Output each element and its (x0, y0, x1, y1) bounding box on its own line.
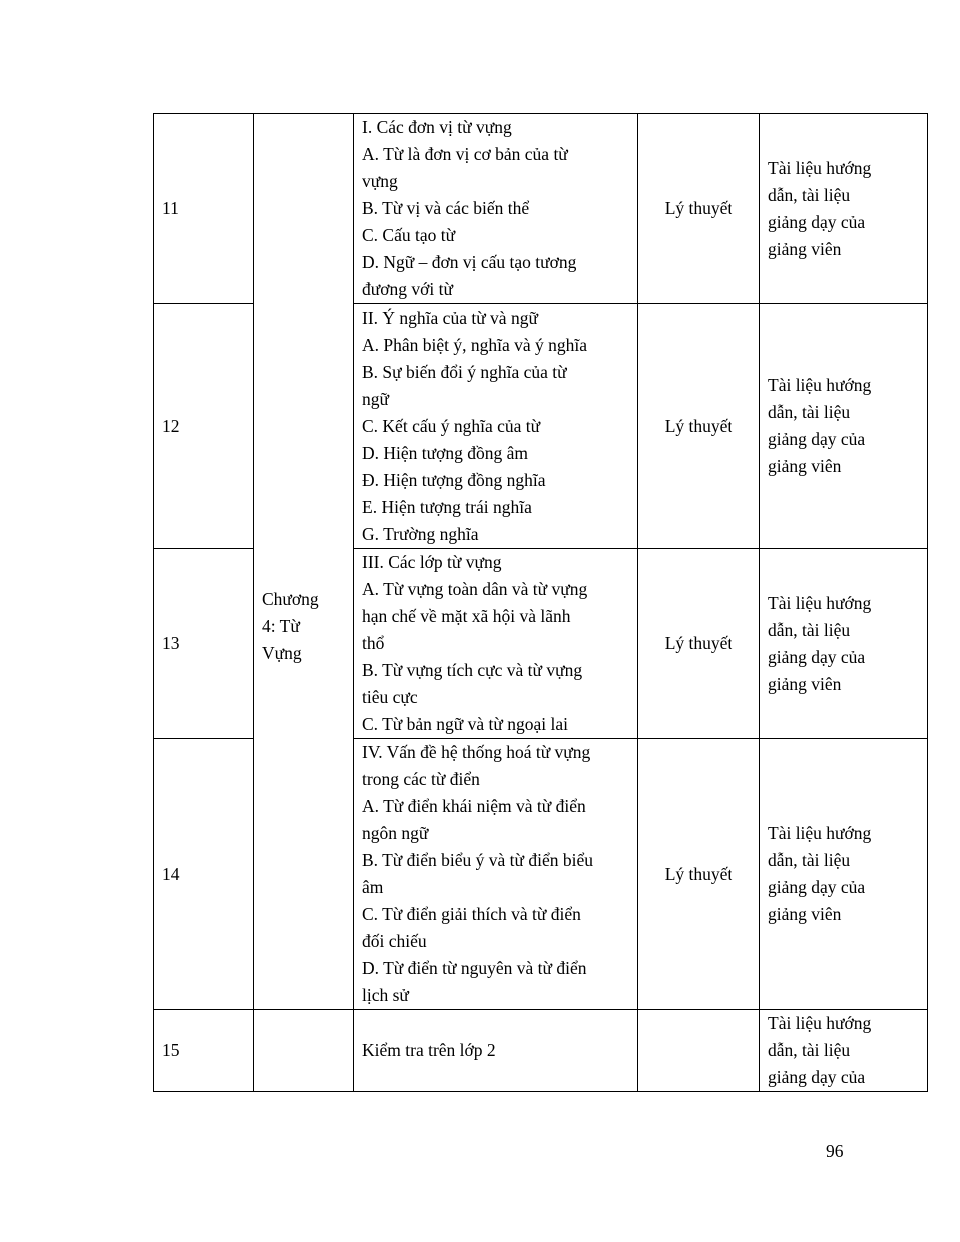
content-line: D. Hiện tượng đồng âm (362, 442, 529, 463)
type-cell (638, 1010, 760, 1092)
week-cell: 14 (154, 739, 254, 1010)
week-cell: 11 (154, 114, 254, 304)
content-line: C. Kết cấu ý nghĩa của từ (362, 415, 541, 436)
content-cell (354, 739, 638, 1010)
reference-line: giảng viên (768, 904, 842, 924)
content-cell (354, 304, 638, 549)
reference-line: Tài liệu hướng (768, 375, 872, 395)
syllabus-table (153, 113, 928, 1092)
chapter-line: Vựng (262, 643, 302, 663)
reference-line: giảng viên (768, 456, 842, 476)
content-line: IV. Vấn đề hệ thống hoá từ vựng (362, 742, 591, 762)
reference-line: giảng dạy của (768, 1067, 866, 1087)
type-cell: Lý thuyết (638, 739, 760, 1010)
reference-line: dẫn, tài liệu (768, 850, 851, 870)
chapter-cell-empty (254, 1010, 354, 1092)
content-line: I. Các đơn vị từ vựng (362, 117, 512, 137)
content-line: hạn chế về mặt xã hội và lãnh (362, 606, 571, 626)
content-line: C. Từ điển giải thích và từ điển (362, 904, 581, 924)
content-line: Kiểm tra trên lớp 2 (362, 1040, 496, 1060)
content-line: ngữ (362, 388, 389, 409)
chapter-cell (254, 114, 354, 1010)
content-line: A. Từ vựng toàn dân và từ vựng (362, 579, 588, 599)
content-line: II. Ý nghĩa của từ và ngữ (362, 307, 538, 328)
content-line: G. Trường nghĩa (362, 523, 479, 544)
reference-line: dẫn, tài liệu (768, 619, 851, 640)
content-line: ngôn ngữ (362, 823, 429, 843)
content-line: E. Hiện tượng trái nghĩa (362, 496, 532, 517)
reference-line: giảng dạy của (768, 646, 866, 667)
content-line: B. Từ điển biểu ý và từ điển biểu (362, 850, 594, 870)
content-line: đối chiếu (362, 931, 427, 951)
content-line: D. Từ điển từ nguyên và từ điển (362, 958, 587, 978)
chapter-line: 4: Từ (262, 616, 300, 636)
reference-line: giảng dạy của (768, 877, 866, 897)
type-cell: Lý thuyết (638, 114, 760, 304)
content-line: lịch sử (362, 985, 409, 1005)
week-cell: 12 (154, 304, 254, 549)
content-line: Đ. Hiện tượng đồng nghĩa (362, 469, 546, 490)
reference-cell (760, 1010, 928, 1092)
reference-line: giảng viên (768, 238, 842, 259)
reference-line: Tài liệu hướng (768, 592, 872, 613)
table-row (154, 1010, 928, 1092)
reference-cell (760, 739, 928, 1010)
reference-line: Tài liệu hướng (768, 1013, 872, 1033)
content-line: thổ (362, 633, 385, 653)
reference-line: dẫn, tài liệu (768, 1040, 851, 1060)
syllabus-table-body (154, 114, 928, 1092)
reference-line: Tài liệu hướng (768, 157, 872, 178)
content-line: A. Phân biệt ý, nghĩa và ý nghĩa (362, 334, 588, 355)
content-line: A. Từ điển khái niệm và từ điển (362, 796, 586, 816)
content-line: C. Cấu tạo từ (362, 225, 456, 245)
page-number: 96 (826, 1141, 844, 1161)
reference-line: giảng dạy của (768, 429, 866, 449)
reference-line: Tài liệu hướng (768, 823, 872, 843)
reference-cell (760, 549, 928, 739)
content-line: trong các từ điển (362, 769, 480, 789)
content-line: B. Từ vựng tích cực và từ vựng (362, 660, 583, 680)
content-cell (354, 114, 638, 304)
reference-cell (760, 114, 928, 304)
reference-line: dẫn, tài liệu (768, 402, 851, 422)
content-line: âm (362, 877, 384, 897)
content-cell (354, 549, 638, 739)
week-cell: 15 (154, 1010, 254, 1092)
reference-line: dẫn, tài liệu (768, 184, 851, 205)
content-cell (354, 1010, 638, 1092)
week-cell: 13 (154, 549, 254, 739)
reference-cell (760, 304, 928, 549)
content-line: B. Từ vị và các biến thể (362, 198, 530, 218)
type-cell: Lý thuyết (638, 549, 760, 739)
table-row (154, 114, 928, 304)
content-line: C. Từ bản ngữ và từ ngoại lai (362, 714, 569, 734)
content-line: A. Từ là đơn vị cơ bản của từ (362, 144, 568, 164)
content-line: B. Sự biến đổi ý nghĩa của từ (362, 361, 567, 382)
content-line: vựng (362, 171, 398, 191)
type-cell: Lý thuyết (638, 304, 760, 549)
reference-line: giảng viên (768, 673, 842, 694)
content-line: tiêu cực (362, 687, 418, 707)
content-line: đương với từ (362, 279, 453, 299)
reference-line: giảng dạy của (768, 211, 866, 232)
chapter-line: Chương (262, 589, 319, 609)
content-line: III. Các lớp từ vựng (362, 552, 502, 572)
content-line: D. Ngữ – đơn vị cấu tạo tương (362, 252, 577, 272)
